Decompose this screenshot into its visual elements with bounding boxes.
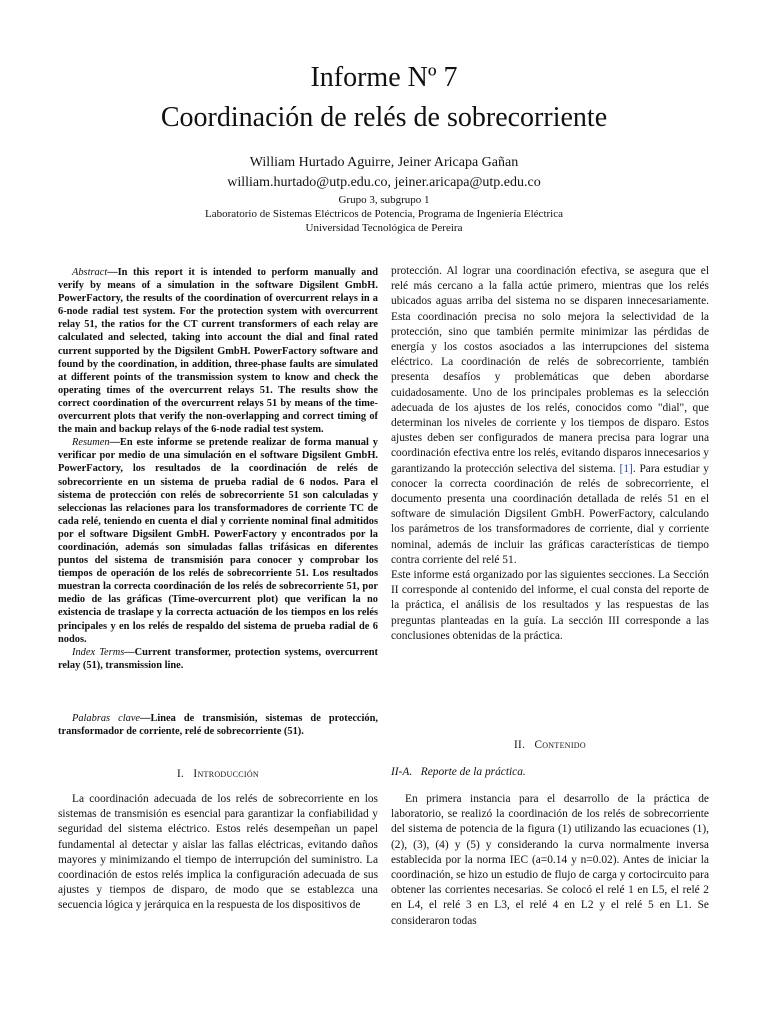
authors: William Hurtado Aguirre, Jeiner Aricapa Gañan [249,155,519,170]
report-number-title: Informe Nº 7 [310,62,458,93]
abstract-text: —In this report it is intended to perform manually and verify by means of a simulation in the software Digsilent GmbH. PowerFactory, the results of the coordination of overcurrent relays in a 6-node radial test system. For the protection system with overcurrent relay 51, the ratios for the CT current transformers of each relay are calculated and selected, taking into account the dial and final rated current supported by the Digsilent GmbH. PowerFactory software and found by the coordination, in addition, three-phase faults are simulated at different points of the transmission system to know and check the operating times of the overcurrent relays 51. The results show the correct coordination of the overcurrent relays 51 by means of the time-overcurrent plots that verify the non-overlapping and correct timing of the main and backup relays of the 6-node radial test system. [58,267,378,436]
intro-continued-text: protección. Al lograr una coordinación efectiva, se asegura que el relé más cercano a la falla actúe primero, mientras que los relés ubicados aguas arriba del sistema no se disparen innecesariamente. Esta coordinación precisa no solo mejora la selectividad de la protección, sino que también permite minimizar las pérdidas de energía y los costos asociados a las interrupciones del sistema eléctrico. La coordinación de relés de sobrecorriente, también presenta desafíos y problemáticas que deben abordarse cuidadosamente. Uno de los principales problemas es la selección adecuada de los ajustes de los relés, conocidos como "dial", que determinan los niveles de corriente y los tiempos de disparo. Estos ajustes deben ser configurados de manera precisa para lograr una coordinación efectiva entre los relés, evitando disparos innecesarios y garantizando la protección selectiva del sistema. [391,265,709,475]
resumen-paragraph [58,436,378,646]
report-title: Coordinación de relés de sobrecorriente [160,102,608,133]
contenido-text [391,792,709,929]
section-title: Introducción [193,768,259,780]
introduction-text [58,792,378,914]
subsection-title: Reporte de la práctica. [420,766,526,778]
abstract-paragraph [58,266,378,436]
index-terms-text: —Current transformer, protection systems, overcurrent relay (51), transmission line. [58,646,379,671]
palabras-clave-label: Palabras clave [72,713,141,724]
group-info: Grupo 3, subgrupo 1 [338,194,430,206]
contenido-paragraph: En primera instancia para el desarrollo de la práctica de laboratorio, se realizó la coordinación de los relés de sobrecorriente del sistema de potencia de la figura (1) utilizando las ecuaciones (1), (2), (3), (4) y (5) y considerando la curva normalmente inversa establecida por la norma IEC (a=0.14 y n=0.02). Antes de iniciar la coordinación, se hizo un estudio de flujo de carga y cortocircuito para obtener las corrientes necesarias. Se colocó el relé 1 en L5, el relé 2 en L4, el relé 3 en L3, el relé 4 en L2 y el relé 5 en L1. Se consideraron todas [391,793,709,927]
section-title: Contenido [534,739,586,751]
organization-paragraph: Este informe está organizado por las siguientes secciones. La Sección II corresponde al contenido del informe, el cual consta del reporte de la práctica, el análisis de los resultados y las respuestas de las preguntas planteadas en la guía. La sección III corresponde a las conclusiones obtenidas de la práctica. [391,569,709,642]
palabras-clave-text: —Linea de transmisión, sistemas de protección, transformador de corriente, relé de sobrecorriente (51). [58,713,379,738]
author-emails: william.hurtado@utp.edu.co, jeiner.aricapa@utp.edu.co [227,175,541,190]
section-number: I. [177,768,185,780]
index-terms-paragraph [58,646,378,672]
resumen-label: Resumen [72,437,110,449]
subsection-heading-reporte [391,766,526,778]
section-heading-contenido [391,739,709,751]
intro-continued-text-b: . Para estudiar y conocer la correcta coordinación de relés de sobrecorriente, el documento presenta una coordinación detallada de relés 51 en el software de simulación Digsilent GmbH. PowerFactory, calculando los parámetros de los transformadores de corriente, dial y corriente nominal, además de incluir las gráficas características de tiempo contra corriente del relé 51. [391,462,709,566]
section-heading-introduccion [58,768,378,780]
citation-link[interactable]: [1] [619,462,633,475]
intro-continued-paragraph [391,264,709,568]
abstract-label: Abstract [72,267,108,278]
resumen-text: —En este informe se pretende realizar de forma manual y verificar por medio de una simulación en el software Digsilent GmbH. PowerFactory, los resultados de la coordinación de relés de sobrecorriente en un sistema de prueba radial de 6 nodos. Para el sistema de protección con relés de sobrecorriente 51 son calculadas y seleccionas las relaciones para los transformadores de corriente TC de cada relé, teniendo en cuenta el dial y corriente nominal final admitidos por el software Digsilent GmbH. PowerFactory y encontrados por la coordinación, además son simuladas fallas trifásicas en diferentes puntos del sistema de transmisión para conocer y comprobar los tiempos de operación de los relés de sobrecorriente 51. Los resultados muestran la correcta coordinación de los relés de sobrecorriente 51, por medio de las gráficas (Time-overcurrent plot) que verifican la no existencia de traslape y la correcta actuación de los tiempos en los relés principales y en los relés de respaldo del sistema de prueba radial de 6 nodos. [58,437,378,645]
right-column-text [391,264,709,644]
intro-paragraph: La coordinación adecuada de los relés de sobrecorriente en los sistemas de transmisión es esencial para garantizar la confiabilidad y seguridad del sistema eléctrico. Estos relés desempeñan un papel fundamental al detectar y aislar las fallas eléctricas, evitando daños mayores y minimizando el tiempo de interrupción del suministro. La coordinación de estos relés implica la configuración adecuada de sus ajustes y tiempos de disparo, de modo que se establezca una secuencia lógica y jerárquica en la respuesta de los dispositivos de [58,793,378,912]
lab-affiliation: Laboratorio de Sistemas Eléctricos de Potencia, Programa de Ingeniería Eléctrica [205,208,563,220]
index-terms-label: Index Terms [72,646,125,658]
abstract-block [58,266,378,672]
university: Universidad Tecnológica de Pereira [305,222,463,234]
palabras-clave-paragraph [58,712,378,738]
section-number: II. [514,739,526,751]
subsection-number: II-A. [391,766,413,778]
palabras-clave-block [58,712,378,738]
